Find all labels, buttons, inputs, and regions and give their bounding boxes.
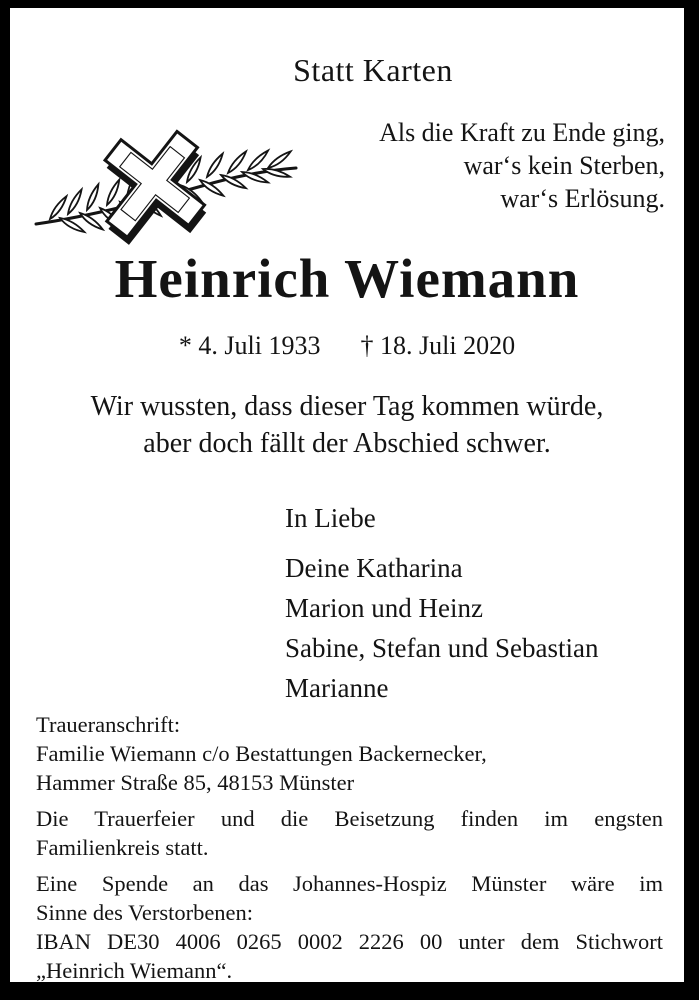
mourner-line: Deine Katharina	[285, 553, 463, 583]
family-block	[285, 502, 598, 708]
memorial-verse	[379, 116, 665, 215]
verse-line: Als die Kraft zu Ende ging,	[379, 118, 665, 147]
mourner-line: Sabine, Stefan und Sebastian	[285, 633, 599, 663]
donation-keyword-line: „Heinrich Wiemann“.	[36, 958, 233, 983]
farewell-text: In Liebe	[285, 503, 376, 533]
cross-palm-icon	[32, 122, 304, 246]
donation-iban-line: IBAN DE30 4006 0265 0002 2226 00 unter dem Stichwort	[36, 929, 663, 954]
address-label: Traueranschrift:	[36, 712, 181, 737]
funeral-paragraph	[36, 804, 663, 862]
funeral-line: Die Trauerfeier und die Beisetzung finden im engsten	[36, 806, 663, 831]
notice-header: Statt Karten	[293, 52, 453, 88]
address-line: Hammer Straße 85, 48153 Münster	[36, 770, 355, 795]
deceased-name: Heinrich Wiemann	[114, 248, 580, 309]
verse-line: war‘s Erlösung.	[500, 184, 665, 213]
notice-footer	[36, 710, 663, 985]
intro-line: Wir wussten, dass dieser Tag kommen würde,	[90, 391, 604, 422]
birth-date: * 4. Juli 1933	[178, 331, 321, 360]
donation-paragraph	[36, 869, 663, 985]
donation-line: Sinne des Verstorbenen:	[36, 900, 254, 925]
verse-line: war‘s kein Sterben,	[463, 151, 665, 180]
intro-line: aber doch fällt der Abschied schwer.	[143, 428, 551, 459]
address-line: Familie Wiemann c/o Bestattungen Backernecker,	[36, 741, 487, 766]
mourner-line: Marianne	[285, 673, 389, 703]
mourner-line: Marion und Heinz	[285, 593, 483, 623]
death-date: † 18. Juli 2020	[360, 331, 516, 360]
notice-paper	[10, 8, 684, 982]
intro-text	[10, 388, 684, 462]
life-dates	[10, 330, 684, 362]
address-paragraph	[36, 710, 663, 797]
donation-line: Eine Spende an das Johannes-Hospiz Münster wäre im	[36, 871, 663, 896]
funeral-line: Familienkreis statt.	[36, 835, 209, 860]
